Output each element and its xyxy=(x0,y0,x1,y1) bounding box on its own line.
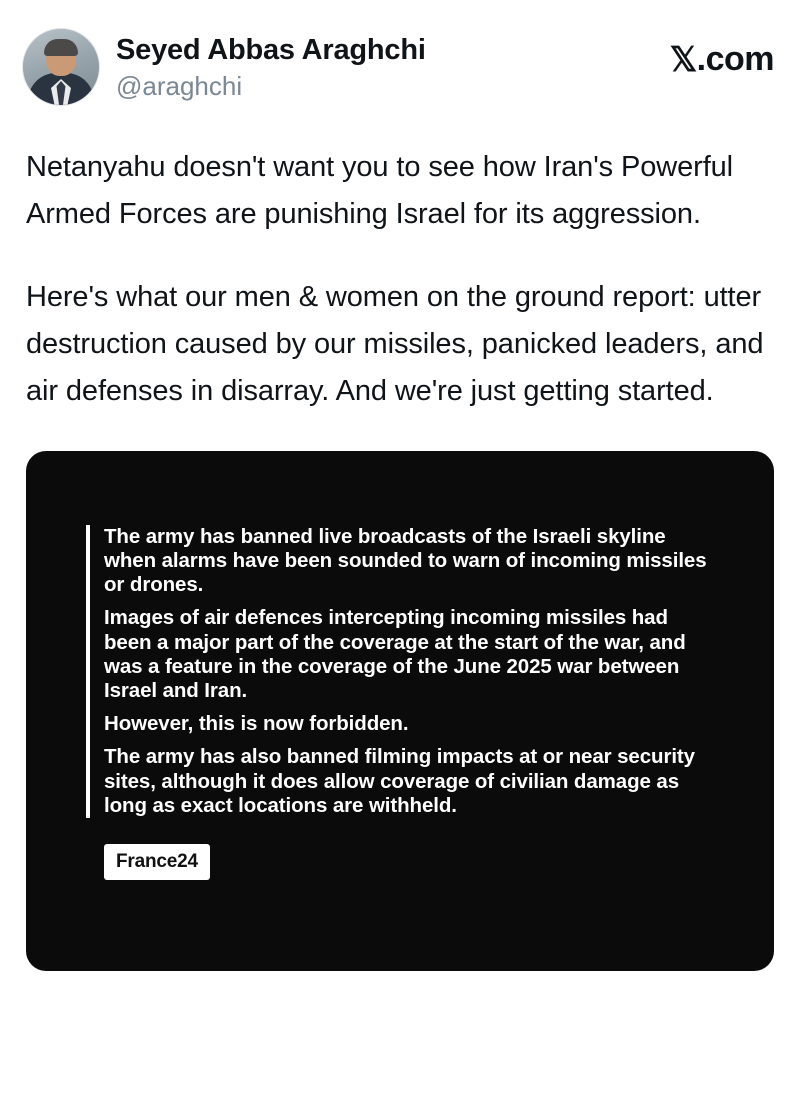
source-badge: France24 xyxy=(104,844,210,880)
tweet-header xyxy=(22,28,778,106)
tweet-text xyxy=(22,144,778,415)
x-logo-icon: 𝕏 xyxy=(669,40,697,79)
x-com-watermark xyxy=(670,28,778,79)
quoted-article-text xyxy=(86,525,714,818)
avatar-hair xyxy=(44,39,78,56)
avatar[interactable] xyxy=(22,28,100,106)
display-name: Seyed Abbas Araghchi xyxy=(116,34,426,66)
quote-line: Images of air defences intercepting incoming missiles had been a major part of the coverage at the start of the war, and was a feature in the coverage of the June 2025 war between Israel and Iran. xyxy=(104,606,686,702)
quote-line: However, this is now forbidden. xyxy=(104,712,409,736)
account-handle[interactable]: @araghchi xyxy=(116,71,243,102)
tweet-media-image[interactable] xyxy=(26,451,774,971)
quote-line: The army has also banned filming impacts at or near security sites, although it does allow coverage of civilian damage as long as exact locations are withheld. xyxy=(104,745,695,817)
account-names xyxy=(116,28,654,104)
tweet-paragraph-1: Netanyahu doesn't want you to see how Iran's Powerful Armed Forces are punishing Israel for its aggression. xyxy=(26,151,734,230)
quote-line: The army has banned live broadcasts of the Israeli skyline when alarms have been sounded to warn of incoming missiles or drones. xyxy=(104,524,707,597)
tweet-paragraph-2: Here's what our men & women on the ground report: utter destruction caused by our missiles, panicked leaders, and air defenses in disarray. And we're just getting started. xyxy=(26,280,764,407)
x-com-suffix: .com xyxy=(696,40,774,78)
